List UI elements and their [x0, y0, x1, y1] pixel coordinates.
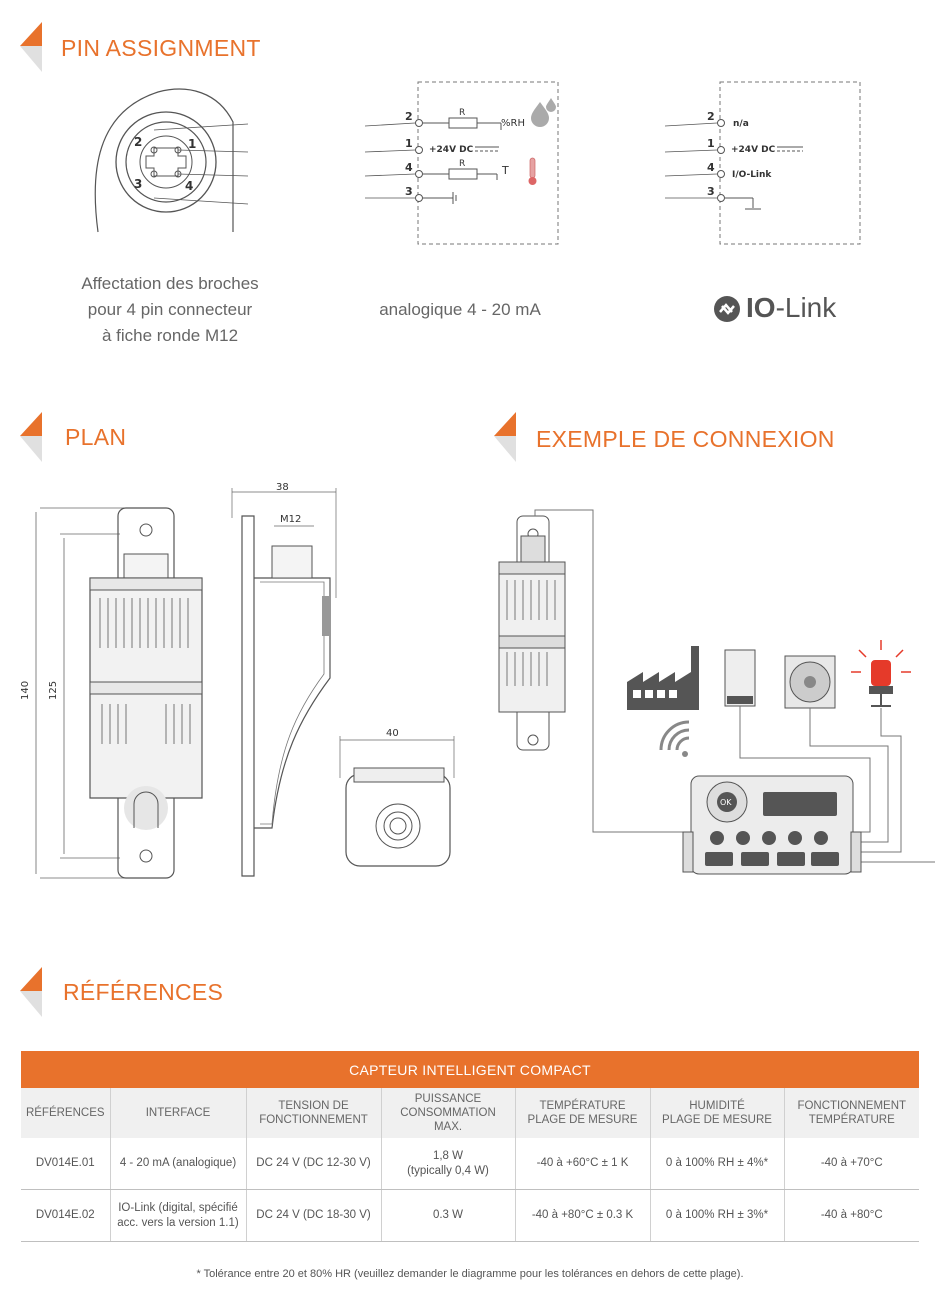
- cell-fonctionnement: -40 à +80°C: [784, 1190, 919, 1242]
- table-row: [21, 1138, 919, 1190]
- table-row: [21, 1190, 919, 1242]
- references-table: [21, 1051, 919, 1242]
- pin-label: 4: [185, 179, 194, 193]
- cell-fonctionnement: -40 à +70°C: [784, 1138, 919, 1190]
- temp-label: T: [502, 164, 509, 177]
- controller-device-icon: [683, 776, 861, 874]
- pin-label: 2: [405, 110, 413, 123]
- alarm-beacon-icon: [851, 640, 911, 706]
- column-header: HUMIDITÉ PLAGE DE MESURE: [650, 1088, 784, 1138]
- pin-label: 1: [405, 137, 413, 150]
- fan-icon: [785, 656, 835, 708]
- dim-label: 38: [276, 482, 289, 493]
- pin-label: 4: [405, 161, 413, 174]
- column-header: TEMPÉRATURE PLAGE DE MESURE: [515, 1088, 650, 1138]
- column-header: PUISSANCE CONSOMMATION MAX.: [381, 1088, 515, 1138]
- section-title: PIN ASSIGNMENT: [61, 35, 261, 61]
- rh-label: %RH: [501, 118, 525, 129]
- table-banner: CAPTEUR INTELLIGENT COMPACT: [21, 1051, 919, 1088]
- pin-label: 1: [188, 137, 197, 151]
- cell-interface: 4 - 20 mA (analogique): [110, 1138, 246, 1190]
- cell-ref: DV014E.01: [21, 1138, 110, 1190]
- cell-tension: DC 24 V (DC 18-30 V): [246, 1190, 381, 1242]
- section-marker-icon: [492, 412, 522, 464]
- cell-temperature: -40 à +60°C ± 1 K: [515, 1138, 650, 1190]
- iolink-schematic: [665, 80, 865, 250]
- pin-label: 4: [707, 161, 715, 174]
- cell-tension: DC 24 V (DC 12-30 V): [246, 1138, 381, 1190]
- connection-diagram: [485, 500, 935, 890]
- connector-caption: [40, 271, 300, 349]
- table-header-row: [21, 1088, 919, 1138]
- wifi-icon: [661, 722, 689, 750]
- sensor-device-icon: [499, 516, 565, 750]
- caption-line: à fiche ronde M12: [101, 326, 239, 345]
- column-header: INTERFACE: [110, 1088, 246, 1138]
- factory-icon: [627, 646, 699, 710]
- dim-label: 140: [20, 680, 31, 700]
- iolink-logo-icon: [712, 292, 746, 326]
- pin-label: 3: [405, 185, 413, 198]
- resistor-label: R: [459, 108, 466, 118]
- column-header: FONCTIONNEMENT TEMPÉRATURE: [784, 1088, 919, 1138]
- dim-label: 40: [386, 728, 399, 739]
- logo-bold: IO: [746, 292, 776, 323]
- dimension-drawing: [10, 478, 470, 898]
- section-marker-icon: [18, 412, 48, 464]
- section-title: EXEMPLE DE CONNEXION: [536, 426, 835, 452]
- section-marker-icon: [18, 22, 48, 74]
- pin-label: 1: [707, 137, 715, 150]
- column-header: RÉFÉRENCES: [21, 1088, 110, 1138]
- analog-caption: analogique 4 - 20 mA: [379, 300, 541, 319]
- caption-line: pour 4 pin connecteur: [87, 300, 253, 319]
- footnote: * Tolérance entre 20 et 80% HR (veuillez demander le diagramme pour les tolérances en dehors de cette plage).: [196, 1268, 744, 1280]
- na-label: n/a: [733, 119, 749, 129]
- pin-label: 3: [134, 177, 143, 191]
- voltage-label: +24V DC: [731, 145, 776, 155]
- logo-rest: -Link: [775, 292, 837, 323]
- ok-label: OK: [720, 798, 732, 807]
- column-header: TENSION DE FONCTIONNEMENT: [246, 1088, 381, 1138]
- cell-interface: IO-Link (digital, spécifié acc. vers la version 1.1): [110, 1190, 246, 1242]
- cell-humidite: 0 à 100% RH ± 4%*: [650, 1138, 784, 1190]
- caption-line: Affectation des broches: [81, 274, 259, 293]
- pin-label: 2: [707, 110, 715, 123]
- relay-module-icon: [725, 650, 755, 706]
- thermometer-icon: [530, 158, 535, 178]
- pin-label: 2: [134, 135, 143, 149]
- section-marker-icon: [18, 967, 48, 1019]
- section-title: PLAN: [65, 424, 127, 450]
- pin-label: 3: [707, 185, 715, 198]
- cell-puissance: 1,8 W (typically 0,4 W): [381, 1138, 515, 1190]
- cell-temperature: -40 à +80°C ± 0.3 K: [515, 1190, 650, 1242]
- cell-puissance: 0.3 W: [381, 1190, 515, 1242]
- dim-label: 125: [48, 680, 59, 700]
- resistor-label: R: [459, 159, 466, 169]
- cell-ref: DV014E.02: [21, 1190, 110, 1242]
- m12-connector-diagram: [88, 82, 263, 242]
- analog-schematic: [365, 80, 565, 250]
- cell-humidite: 0 à 100% RH ± 3%*: [650, 1190, 784, 1242]
- iolink-label: I/O-Link: [732, 170, 772, 180]
- iolink-logo: [712, 292, 862, 326]
- dim-label: M12: [280, 514, 302, 525]
- section-title: RÉFÉRENCES: [63, 979, 224, 1005]
- voltage-label: +24V DC: [429, 145, 474, 155]
